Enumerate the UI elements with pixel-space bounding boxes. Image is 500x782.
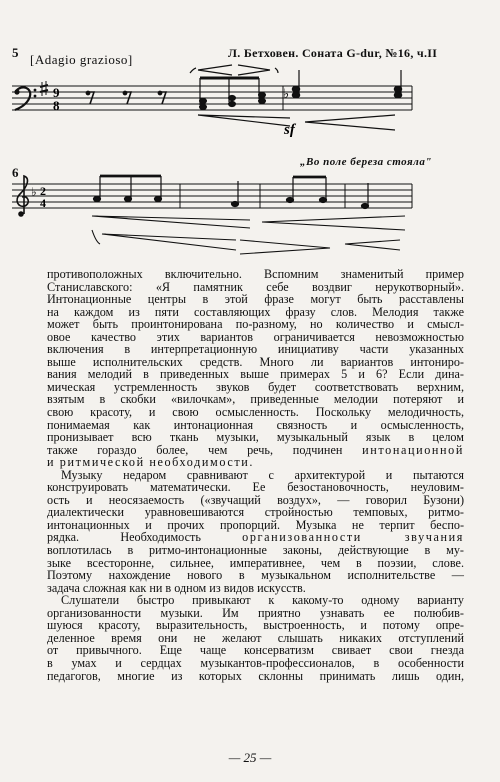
flat-icon: ♭ (31, 185, 37, 199)
text-line: интонационных и прочих пропорций. Музыка не терпит беспо- (47, 517, 464, 532)
text-fragment: рядка. Необходимость (47, 530, 201, 545)
text-line: на каждом из пяти составляющих фразу слов. Мелодия также (47, 304, 464, 319)
example-6-score (0, 170, 500, 260)
text-line: зыке всесторонне, сильнее, императивнее, чем в поэзии, слове. (47, 555, 464, 570)
text-line: выше исполнительских средств. Много ли вариантов интониро- (47, 354, 464, 369)
time-signature-numerator: 9 (53, 85, 60, 100)
text-line-emphasis: и ритмической необходимости. (47, 455, 255, 470)
example-5-number: 5 (12, 45, 19, 60)
source-attribution: Л. Бетховен. Соната G-dur, №16, ч.II (228, 46, 438, 60)
text-line: взятым в скобки «вилочкам», приведенные мелодии потеряют и (47, 392, 464, 407)
bass-clef-icon (14, 87, 36, 110)
text-line: Слушатели быстро привыкают к какому-то одному варианту (61, 593, 464, 608)
example-6-number: 6 (12, 165, 19, 180)
text-line: диалектически уравновешиваются стройностью темповых, ритмо- (47, 505, 464, 520)
page-number: — 25 — (228, 750, 272, 765)
text-line: овое качество этих вариантов ограничивается невозможностью (47, 329, 464, 344)
sharp-icon (40, 81, 48, 96)
text-line: организованности музыки. Им приятно узнавать ее полюбив- (47, 605, 464, 620)
spaced-emphasis: интонационной (362, 442, 464, 457)
text-fragment: также гораздо более, чем речь, подчинен (47, 442, 343, 457)
tempo-marking: [Adagio grazioso] (30, 52, 133, 67)
text-line: Музыку недаром сравнивают с архитектурой и пытаются (61, 467, 464, 482)
time-signature-denominator: 8 (53, 98, 60, 113)
time-signature-denominator: 4 (40, 196, 46, 210)
text-line: мическая устремленность звуков будет соответствовать верхним, (47, 379, 464, 394)
text-line: шуюся красоту, выразительность, выстроенность, и потому опре- (47, 618, 464, 633)
text-line: воплотилась в ритмо-интонационные законы, действующие в му- (47, 543, 464, 558)
text-line: свою красоту, и свою осмысленность. Поскольку мелодичность, (47, 405, 464, 420)
text-line: ость и неосязаемость («звучащий воздух», — говорил Бузони) (47, 492, 464, 507)
text-line: Поэтому нахождение нового в музыкальном исполнительстве — (47, 568, 464, 583)
text-line: включения в интерпретационную инициативу части указанных (47, 342, 464, 357)
text-line: Интонационные центры в этой фразе могут быть расставлены (47, 292, 464, 307)
body-text (47, 268, 464, 682)
text-line: Станиславского: «Я памятник себе воздвиг нерукотворный». (47, 279, 464, 294)
text-line: пронизывает всю ткань музыки, музыкальный язык в целом (47, 430, 464, 445)
flat-icon: ♭ (283, 87, 290, 102)
text-line: понимаемая как интонационная связность и осмысленность, (47, 417, 464, 432)
song-title: „Во поле береза стояла" (300, 156, 432, 168)
text-line: противоположных включительно. Вспомним знаменитый пример (47, 267, 464, 281)
text-line: может быть проинтонирована по-разному, но количество и смысл- (47, 317, 464, 332)
dynamic-hairpins (92, 216, 405, 254)
text-line: деленное время они не желают слышать никаких отступлений (47, 630, 464, 645)
sforzando-mark: sf (284, 122, 295, 138)
text-line: педагогов, многие из которых склонны принимать лишь один, (47, 668, 464, 683)
time-signature-numerator: 2 (40, 184, 46, 198)
text-line: вания мелодий в приведенных выше примерах 5 и 6? Если дина- (47, 367, 464, 382)
spaced-emphasis: организованности звучания (242, 530, 464, 545)
text-line: в умах и сердцах музыкантов-профессионалов, в особенности (47, 655, 464, 670)
text-line: от привычного. Еще чаще консерватизм свивает свои гнезда (47, 643, 464, 658)
text-line: задача сложная как ни в одном из видов искусств. (47, 580, 306, 595)
text-line: конструировать математически. Ее безостановочность, неуловим- (47, 480, 464, 495)
